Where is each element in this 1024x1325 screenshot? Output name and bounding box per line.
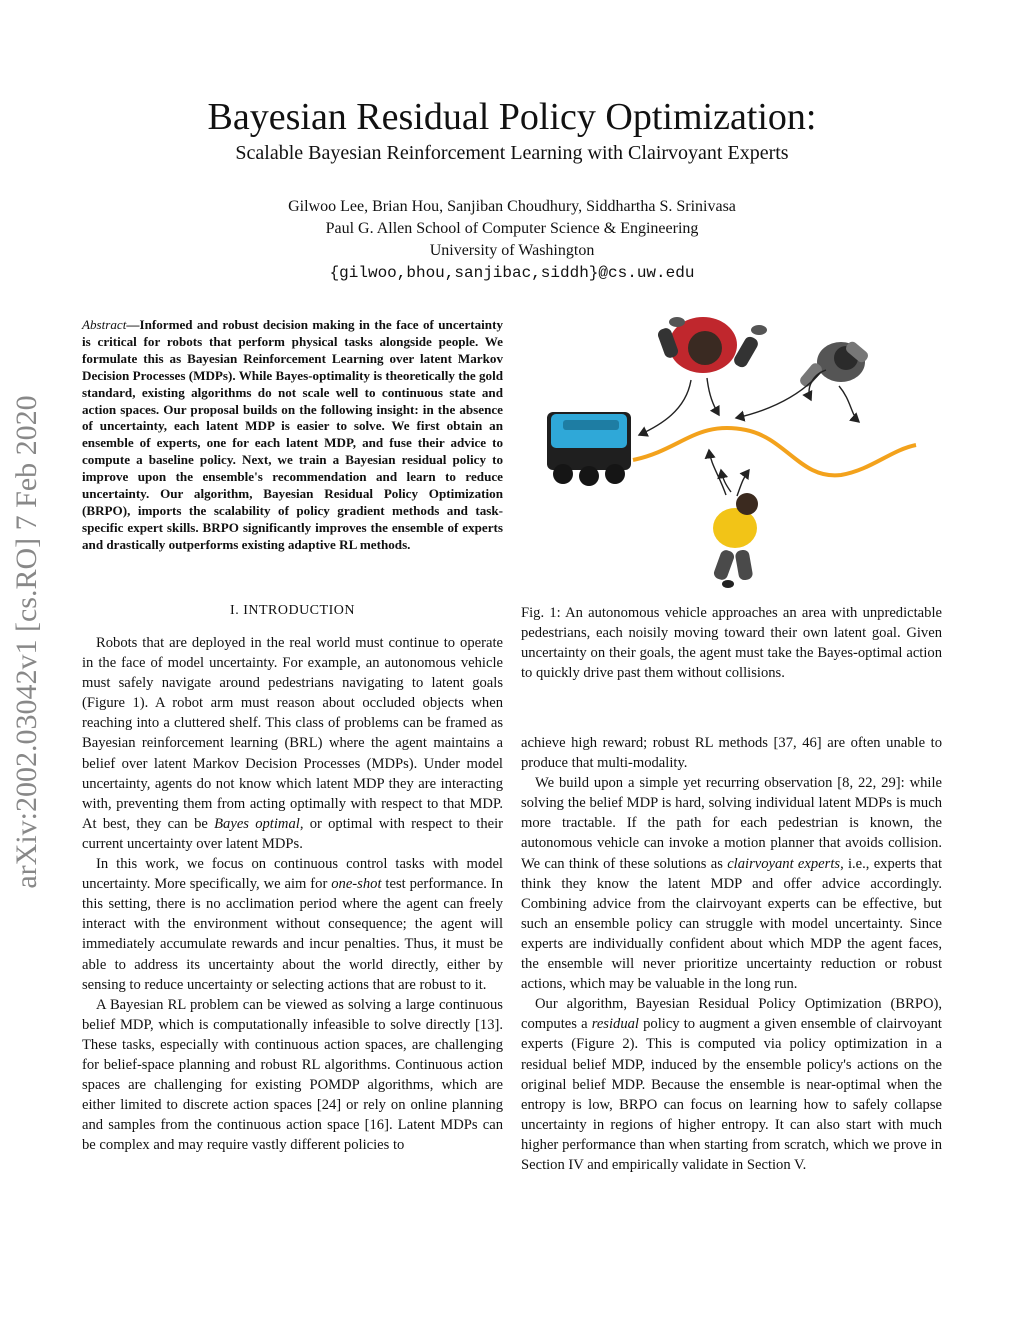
figure-1-illustration [521, 300, 942, 592]
paragraph: Robots that are deployed in the real world must continue to operate in the face of model uncertainty. For example, an autonomous vehicle must safely navigate around pedestrians navigating to latent goals (Figure 1). A robot arm must reason about occluded objects when reaching into a cluttered shelf. This class of problems can be framed as Bayesian reinforcement learning (BRL) where the agent maintains a belief over latent Markov Decision Processes (MDPs). Under model uncertainty, agents do not know which latent MDP they are interacting with, preventing them from acting optimally with respect to that MDP. At best, they can be Bayes optimal, or optimal with respect to their current uncertainty over latent MDPs. [82, 635, 504, 852]
arxiv-side-stamp: arXiv:2002.03042v1 [cs.RO] 7 Feb 2020 [10, 395, 43, 889]
section-heading-introduction: I. INTRODUCTION [230, 603, 355, 618]
affiliation: Paul G. Allen School of Computer Science & Engineering [325, 220, 699, 237]
paragraph: Our algorithm, Bayesian Residual Policy Optimization (BRPO), computes a residual policy to augment a given ensemble of clairvoyant experts (Figure 2). This is computed via policy optimization in a residual belief MDP, induced by the ensemble policy's actions on the original belief MDP. Because the ensemble is near-optimal when the entropy is low, BRPO can focus on learning how to safely collapse uncertainty in regions of higher entropy. It can also start with much higher performance than when starting from scratch, which we prove in Section IV and empirically validate in Section V. [521, 996, 942, 1173]
vehicle-trajectory [633, 428, 916, 475]
paragraph: In this work, we focus on continuous control tasks with model uncertainty. More specifically, we aim for one-shot test performance. In this setting, there is no acclimation period where the agent can freely interact with the environment without consequence; the agent will immediately accumulate rewards and incur penalties. Thus, it must be able to address its uncertainty about the world directly, either by sensing to reduce uncertainty or selecting actions that are robust to it. [82, 856, 504, 993]
author-list: Gilwoo Lee, Brian Hou, Sanjiban Choudhury, Siddhartha S. Srinivasa [288, 198, 736, 215]
abstract [82, 317, 503, 554]
right-column-body [521, 733, 942, 1175]
paragraph: achieve high reward; robust RL methods [37, 46] are often unable to produce that multi-modality. [521, 735, 942, 772]
delivery-robot-icon [547, 412, 631, 486]
paper-subtitle: Scalable Bayesian Reinforcement Learning with Clairvoyant Experts [235, 142, 789, 164]
figure-1-caption: Fig. 1: An autonomous vehicle approaches an area with unpredictable pedestrians, each noisily moving toward their own latent goal. Given uncertainty on their goals, the agent must take the Bayes-optimal action to quickly drive past them without collisions. [521, 605, 942, 682]
pedestrian-red-icon [656, 317, 767, 373]
university: University of Washington [429, 242, 595, 259]
paragraph: We build upon a simple yet recurring observation [8, 22, 29]: while solving the belief MDP is hard, solving individual latent MDPs is much more tractable. If the path for each pedestrian is known, the autonomous vehicle can invoke a motion planner that avoids collision. We can think of these solutions as clairvoyant experts, i.e., experts that think they know the latent MDP and offer advice accordingly. Combining advice from the clairvoyant experts can be effective, but such an ensemble policy can struggle with model uncertainty. Since experts are individually confident about which MDP the agent faces, the ensemble will never prioritize uncertainty reduction or robust actions, which may be valuable in the long run. [521, 775, 942, 993]
abstract-label: Abstract [82, 317, 127, 332]
paragraph: A Bayesian RL problem can be viewed as solving a large continuous belief MDP, which is computationally infeasible to solve directly [13]. These tasks, especially with continuous action spaces, are challenging for belief-space planning and robust RL algorithms. Continuous action spaces are challenging for existing POMDP algorithms, which are either limited to discrete action spaces [24] or rely on online planning and samples from the continuous action space [16]. Latent MDPs can be complex and may require vastly different policies to [82, 996, 503, 1154]
pedestrian-grey-icon [798, 340, 870, 389]
abstract-text: —Informed and robust decision making in the face of uncertainty is critical for robots that perform physical tasks alongside people. We formulate this as Bayesian Reinforcement Learning over latent Markov Decision Processes (MDPs). While Bayes-optimality is theoretically the gold standard, existing algorithms do not scale well to continuous state and action spaces. Our proposal builds on the following insight: in the absence of uncertainty, each latent MDP is easier to solve. We first obtain an ensemble of experts, one for each latent MDP, and fuse their advice to compute a baseline policy. Next, we train a Bayesian residual policy to improve upon the ensemble's recommendation and learn to reduce uncertainty. Our algorithm, Bayesian Residual Policy Optimization (BRPO), imports the scalability of policy gradient methods and task-specific expert skills. BRPO significantly improves the ensemble of experts and drastically outperforms existing adaptive RL methods. [82, 317, 503, 552]
left-column-body [82, 633, 503, 1155]
paper-title: Bayesian Residual Policy Optimization: [207, 96, 817, 138]
author-emails: {gilwoo,bhou,sanjibac,siddh}@cs.uw.edu [329, 264, 695, 282]
goal-arrows [639, 370, 859, 496]
pedestrian-yellow-icon [712, 493, 758, 588]
